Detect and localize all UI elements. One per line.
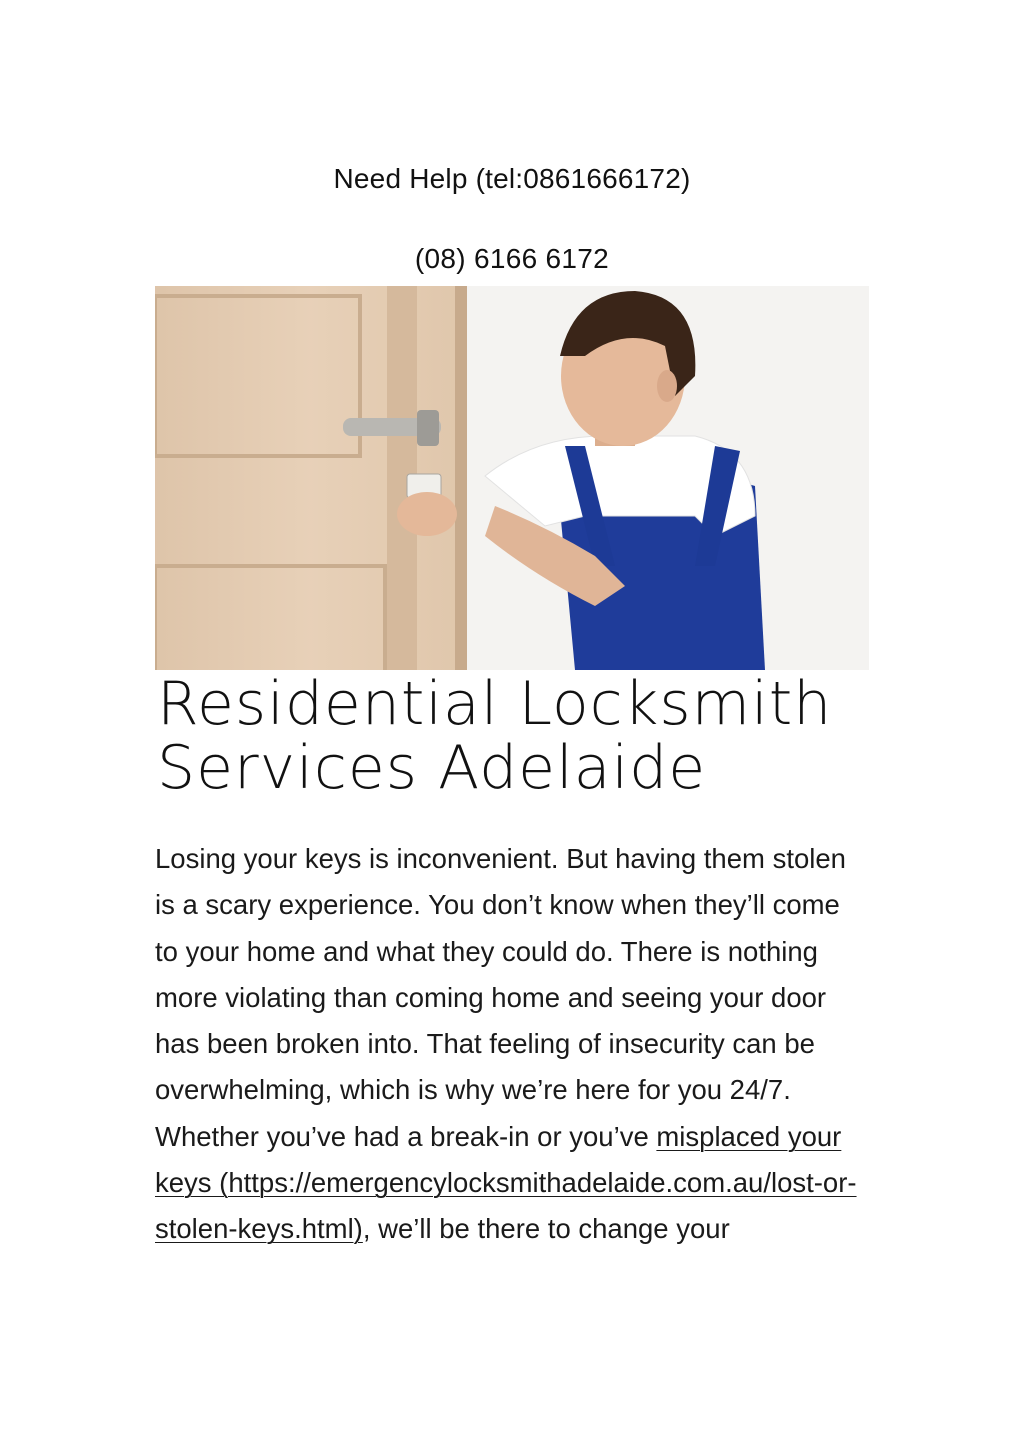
title-line-2: Services Adelaide <box>157 733 707 803</box>
lost-keys-link[interactable]: misplaced your keys (https://emergencylocksmithadelaide.com.au/lost-or-stolen-keys.html) <box>155 1120 857 1245</box>
locksmith-photo <box>155 286 869 670</box>
phone-number: (08) 6166 6172 <box>414 243 610 274</box>
paragraph-text-2: , we’ll be there to change your <box>362 1213 730 1245</box>
intro-paragraph <box>155 836 865 1253</box>
paragraph-text-1: Losing your keys is inconvenient. But having them stolen is a scary experience. You don’t know when they’ll come to your home and what they could do. There is nothing more violating than coming home and seeing your door has been broken into. That feeling of insecurity can be overwhelming, which is why we’re here for you 24/7. Whether you’ve had a break-in or you’ve <box>155 843 846 1152</box>
need-help-link[interactable]: Need Help (tel:0861666172) <box>333 163 691 194</box>
title-line-1: Residential Locksmith <box>157 669 833 739</box>
hero-image <box>155 286 869 670</box>
page-title <box>157 669 857 803</box>
